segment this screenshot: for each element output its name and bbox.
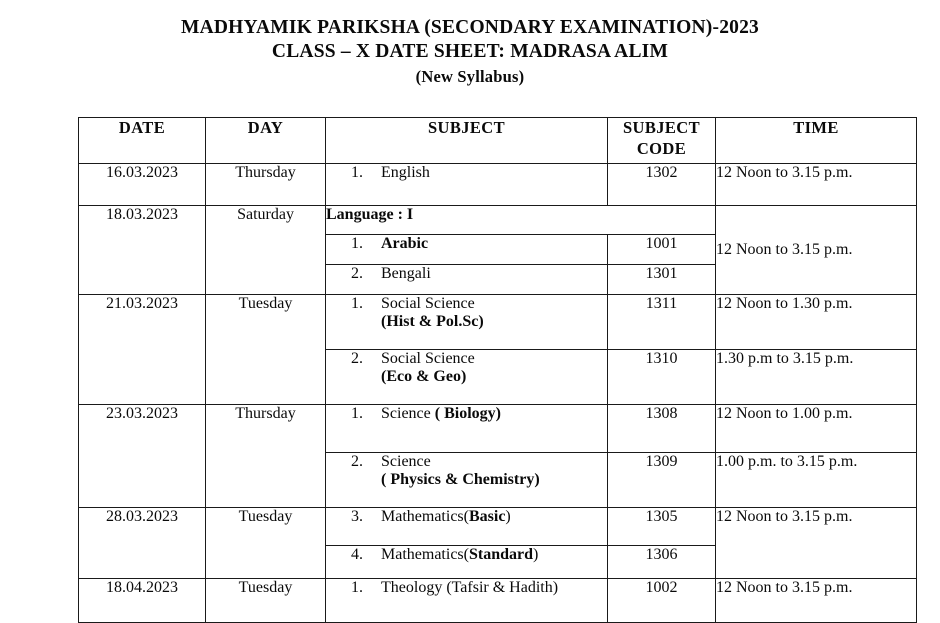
date-sheet-table-wrap [78, 117, 916, 623]
table-body [79, 164, 917, 623]
cell-time: 1.00 p.m. to 3.15 p.m. [716, 453, 917, 508]
table-header-row [79, 118, 917, 164]
subject-number: 2. [351, 350, 363, 367]
cell-time: 1.30 p.m to 3.15 p.m. [716, 350, 917, 405]
subject-name: Bengali [381, 265, 431, 282]
subject-name: Arabic [381, 235, 429, 252]
subject-name: Social Science [381, 350, 475, 367]
cell-day: Thursday [206, 405, 326, 508]
cell-subject-code: 1001 [608, 235, 716, 265]
table-row [79, 164, 917, 206]
cell-time: 12 Noon to 3.15 p.m. [716, 579, 917, 623]
cell-time: 12 Noon to 3.15 p.m. [716, 164, 917, 206]
subject-qualifier: Standard [468, 546, 533, 563]
subject-name: Science [381, 453, 431, 470]
subject-number: 1. [351, 164, 363, 181]
subject-text [381, 235, 607, 253]
table-row [79, 206, 917, 235]
cell-time: 12 Noon to 3.15 p.m. [716, 508, 917, 579]
cell-subject-code: 1305 [608, 508, 716, 546]
table-row [79, 508, 917, 546]
column-header-time: TIME [716, 118, 917, 164]
column-header-subject-code-line2: CODE [636, 139, 687, 158]
cell-subject-code: 1002 [608, 579, 716, 623]
subject-number: 2. [351, 453, 363, 470]
column-header-subject: SUBJECT [326, 118, 608, 164]
subject-number: 2. [351, 265, 363, 282]
subject-text [381, 350, 607, 386]
cell-subject [326, 295, 608, 350]
table-row [79, 579, 917, 623]
subject-qualifier: (Hist & Pol.Sc) [381, 313, 484, 330]
cell-day: Tuesday [206, 579, 326, 623]
subject-name: Science [381, 405, 435, 422]
cell-date: 16.03.2023 [79, 164, 206, 206]
cell-subject-code: 1309 [608, 453, 716, 508]
table-header [79, 118, 917, 164]
subject-text [381, 295, 607, 331]
subject-number: 1. [351, 579, 363, 596]
subject-name: Mathematics( [381, 546, 469, 563]
subject-qualifier: ( Biology) [434, 405, 501, 422]
subject-name-suffix: ) [505, 508, 511, 525]
subject-entry [326, 350, 607, 386]
subject-text [381, 265, 607, 283]
cell-subject [326, 235, 608, 265]
date-sheet-table [78, 117, 917, 623]
cell-subject-code: 1308 [608, 405, 716, 453]
cell-subject [326, 350, 608, 405]
cell-day: Tuesday [206, 508, 326, 579]
subject-name: English [381, 164, 430, 181]
subject-text [381, 546, 607, 564]
cell-date: 28.03.2023 [79, 508, 206, 579]
subject-entry [326, 508, 607, 526]
table-row [79, 295, 917, 350]
column-header-date: DATE [79, 118, 206, 164]
cell-group-label: Language : I [326, 206, 716, 235]
heading-line-1: MADHYAMIK PARIKSHA (SECONDARY EXAMINATION)-2023 [180, 17, 759, 38]
cell-day: Tuesday [206, 295, 326, 405]
cell-subject-code: 1302 [608, 164, 716, 206]
subject-qualifier: ( Physics & Chemistry) [381, 471, 540, 488]
column-header-day: DAY [206, 118, 326, 164]
cell-subject [326, 405, 608, 453]
cell-subject [326, 265, 608, 295]
cell-subject-code: 1311 [608, 295, 716, 350]
subject-entry [326, 265, 607, 283]
subject-text [381, 164, 607, 182]
subject-entry [326, 405, 607, 423]
cell-subject [326, 546, 608, 579]
cell-subject [326, 508, 608, 546]
subject-entry [326, 453, 607, 489]
subject-number: 4. [351, 546, 363, 563]
cell-day: Saturday [206, 206, 326, 295]
subject-text [381, 508, 607, 526]
cell-time: 12 Noon to 1.30 p.m. [716, 295, 917, 350]
subject-text [381, 579, 607, 597]
cell-date: 18.03.2023 [79, 206, 206, 295]
heading-line-3: (New Syllabus) [415, 67, 525, 86]
cell-date: 18.04.2023 [79, 579, 206, 623]
subject-number: 3. [351, 508, 363, 525]
subject-number: 1. [351, 405, 363, 422]
table-row [79, 405, 917, 453]
cell-subject [326, 579, 608, 623]
cell-time: 12 Noon to 1.00 p.m. [716, 405, 917, 453]
subject-qualifier: (Eco & Geo) [381, 368, 467, 385]
cell-subject-code: 1306 [608, 546, 716, 579]
heading-line-2: CLASS – X DATE SHEET: MADRASA ALIM [271, 41, 669, 62]
subject-entry [326, 235, 607, 253]
column-header-subject-code-line1: SUBJECT [622, 118, 701, 137]
document-heading [0, 0, 940, 88]
subject-name: Mathematics( [381, 508, 469, 525]
subject-entry [326, 295, 607, 331]
subject-name-suffix: ) [533, 546, 539, 563]
cell-subject-code: 1301 [608, 265, 716, 295]
subject-entry [326, 579, 607, 597]
column-header-subject-code [608, 118, 716, 164]
subject-name: Theology (Tafsir & Hadith) [381, 579, 559, 596]
cell-day: Thursday [206, 164, 326, 206]
cell-subject [326, 164, 608, 206]
subject-qualifier: Basic [468, 508, 506, 525]
subject-name: Social Science [381, 295, 475, 312]
subject-entry [326, 546, 607, 564]
cell-time: 12 Noon to 3.15 p.m. [716, 206, 917, 295]
cell-subject [326, 453, 608, 508]
cell-date: 21.03.2023 [79, 295, 206, 405]
cell-date: 23.03.2023 [79, 405, 206, 508]
subject-text [381, 405, 607, 423]
cell-subject-code: 1310 [608, 350, 716, 405]
subject-text [381, 453, 607, 489]
subject-number: 1. [351, 235, 363, 252]
subject-number: 1. [351, 295, 363, 312]
subject-entry [326, 164, 607, 182]
